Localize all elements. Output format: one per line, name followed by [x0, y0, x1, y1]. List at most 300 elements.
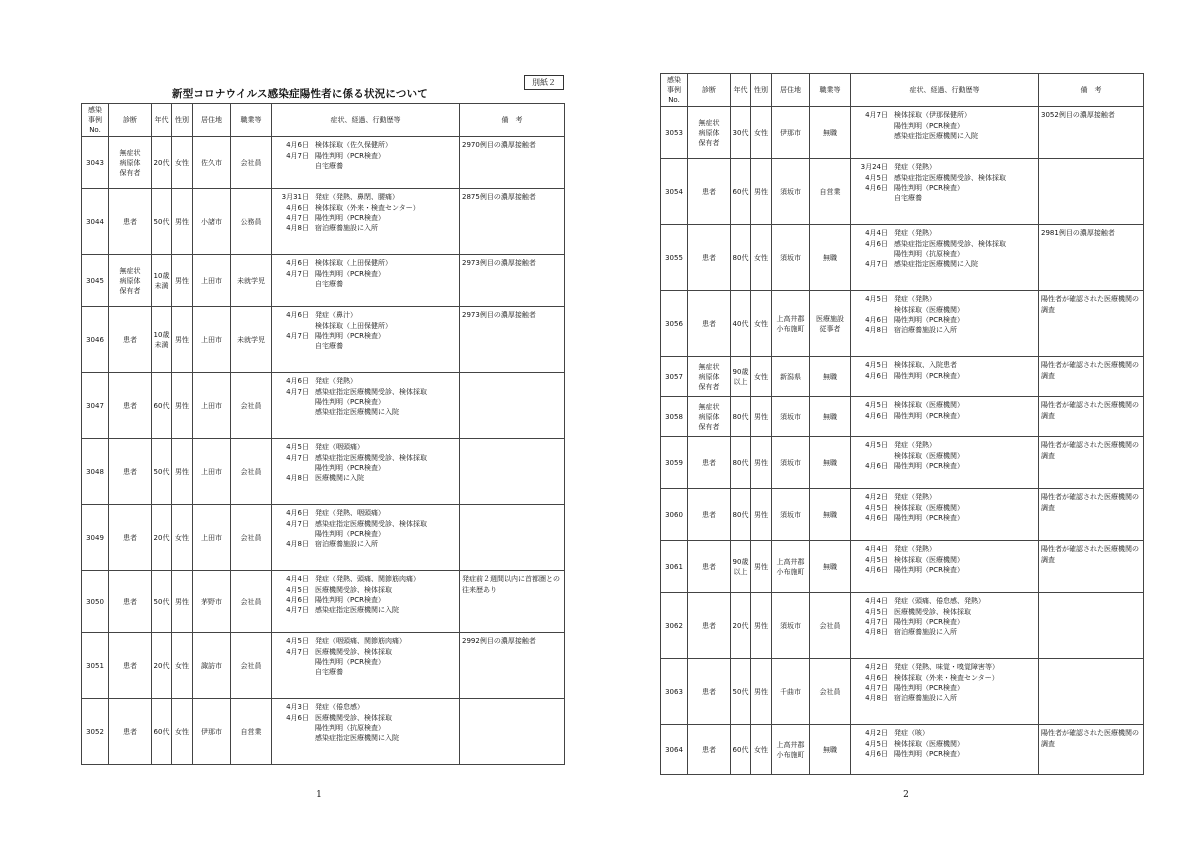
- course-date: 4月6日: [865, 371, 888, 380]
- course-text: 発症（鼻汁）: [315, 311, 357, 320]
- remarks-cell: 発症前２週間以内に首都圏との往来歴あり: [460, 571, 565, 633]
- remarks-header: 備 考: [460, 104, 565, 137]
- course-date: 4月8日: [286, 223, 309, 232]
- course-text: 発症（発熱）: [894, 493, 936, 502]
- course-line: [856, 440, 1036, 450]
- remarks-cell: [460, 505, 565, 571]
- course-text: 感染症指定医療機関に入院: [894, 131, 978, 140]
- age-cell: 10歳 未満: [152, 307, 172, 373]
- age-cell: 80代: [731, 397, 751, 437]
- course-text: 検体採取（上田保健所）: [315, 259, 392, 268]
- course-line: [277, 702, 457, 712]
- residence-cell: 上田市: [193, 373, 231, 439]
- diagnosis-cell: 無症状 病原体 保有者: [109, 137, 152, 189]
- course-date: 4月2日: [865, 729, 888, 738]
- sex-cell: 男性: [172, 439, 193, 505]
- diagnosis-cell: 患者: [109, 307, 152, 373]
- residence-cell: 上高井郡 小布施町: [772, 541, 810, 593]
- course-line: [856, 673, 1036, 683]
- course-line: [277, 223, 457, 233]
- course-line: [856, 228, 1036, 238]
- course-line: [277, 397, 457, 407]
- course-line: [277, 473, 457, 483]
- diagnosis-header: 診断: [688, 74, 731, 107]
- age-cell: 60代: [152, 373, 172, 439]
- course-date: 4月6日: [286, 509, 309, 518]
- residence-header: 居住地: [193, 104, 231, 137]
- table-row: [82, 699, 565, 765]
- remarks-cell: 陽性者が確認された医療機関の調査: [1039, 437, 1144, 489]
- course-line: [856, 607, 1036, 617]
- course-date: 4月4日: [865, 545, 888, 554]
- course-text: 陽性判明（PCR検査）: [315, 397, 385, 406]
- course-text: 検体採取（外来・検査センター）: [894, 673, 999, 682]
- sex-cell: 男性: [751, 593, 772, 659]
- remarks-cell: [460, 699, 565, 765]
- sex-cell: 女性: [172, 137, 193, 189]
- case-no-cell: 3061: [661, 541, 688, 593]
- case-no-cell: 3053: [661, 107, 688, 159]
- sex-cell: 男性: [751, 541, 772, 593]
- case-no-cell: 3046: [82, 307, 109, 373]
- sex-cell: 女性: [751, 725, 772, 775]
- course-line: [277, 140, 457, 150]
- residence-cell: 須坂市: [772, 159, 810, 225]
- occupation-header: 職業等: [231, 104, 272, 137]
- occupation-cell: 無職: [810, 437, 851, 489]
- diagnosis-cell: 患者: [688, 159, 731, 225]
- course-text: 陽性判明（抗原検査）: [315, 723, 385, 732]
- course-line: [277, 733, 457, 743]
- residence-cell: 茅野市: [193, 571, 231, 633]
- course-line: [277, 453, 457, 463]
- course-text: 発症（発熱、味覚・嗅覚障害等）: [894, 663, 999, 672]
- course-cell: [272, 633, 460, 699]
- course-line: [856, 596, 1036, 606]
- course-line: [856, 305, 1036, 315]
- case-no-cell: 3056: [661, 291, 688, 357]
- course-cell: [851, 291, 1039, 357]
- course-line: [277, 192, 457, 202]
- course-date: 4月7日: [286, 453, 309, 462]
- occupation-cell: 会社員: [231, 137, 272, 189]
- course-text: 陽性判明（PCR検査）: [315, 463, 385, 472]
- age-cell: 30代: [731, 107, 751, 159]
- course-line: [856, 617, 1036, 627]
- course-line: [856, 371, 1036, 381]
- diagnosis-cell: 無症状 病原体 保有者: [688, 107, 731, 159]
- course-line: [277, 529, 457, 539]
- table-row: [661, 489, 1144, 541]
- course-line: [856, 544, 1036, 554]
- course-line: [277, 442, 457, 452]
- table-row: [82, 255, 565, 307]
- course-cell: [272, 255, 460, 307]
- course-line: [856, 110, 1036, 120]
- sex-cell: 男性: [751, 397, 772, 437]
- sex-cell: 女性: [751, 357, 772, 397]
- case-no-cell: 3058: [661, 397, 688, 437]
- table-row: [82, 439, 565, 505]
- course-text: 感染症指定医療機関に入院: [894, 259, 978, 268]
- course-line: [277, 595, 457, 605]
- sex-cell: 女性: [172, 699, 193, 765]
- course-text: 医療機関受診、検体採取: [894, 607, 971, 616]
- occupation-header: 職業等: [810, 74, 851, 107]
- table-row: [82, 137, 565, 189]
- age-cell: 40代: [731, 291, 751, 357]
- course-line: [856, 461, 1036, 471]
- course-text: 宿泊療養施設に入所: [315, 539, 378, 548]
- case-no-cell: 3057: [661, 357, 688, 397]
- course-line: [277, 151, 457, 161]
- course-line: [856, 121, 1036, 131]
- course-date: 4月6日: [865, 565, 888, 574]
- occupation-cell: 会社員: [231, 571, 272, 633]
- remarks-cell: 2973例目の濃厚接触者: [460, 255, 565, 307]
- course-date: 4月5日: [865, 555, 888, 564]
- course-date: 4月2日: [865, 663, 888, 672]
- course-date: 4月5日: [865, 361, 888, 370]
- course-text: 陽性判明（抗原検査）: [894, 249, 964, 258]
- residence-cell: 上高井郡 小布施町: [772, 725, 810, 775]
- course-line: [277, 321, 457, 331]
- course-date: 4月5日: [865, 503, 888, 512]
- diagnosis-cell: 患者: [109, 189, 152, 255]
- course-text: 検体採取（伊那保健所）: [894, 111, 971, 120]
- case-no-cell: 3052: [82, 699, 109, 765]
- occupation-cell: 未就学児: [231, 255, 272, 307]
- age-cell: 50代: [152, 189, 172, 255]
- sex-cell: 男性: [751, 659, 772, 725]
- course-line: [856, 565, 1036, 575]
- diagnosis-cell: 無症状 病原体 保有者: [109, 255, 152, 307]
- course-text: 感染症指定医療機関受診、検体採取: [894, 239, 1006, 248]
- case-no-cell: 3048: [82, 439, 109, 505]
- course-line: [856, 173, 1036, 183]
- remarks-cell: [1039, 159, 1144, 225]
- course-text: 陽性判明（PCR検査）: [315, 595, 385, 604]
- occupation-cell: 無職: [810, 541, 851, 593]
- case-no-cell: 3047: [82, 373, 109, 439]
- table-row: [661, 159, 1144, 225]
- page-number: 2: [903, 790, 909, 800]
- course-date: 4月8日: [865, 325, 888, 334]
- age-cell: 90歳 以上: [731, 357, 751, 397]
- course-date: 4月6日: [865, 183, 888, 192]
- course-date: 4月5日: [865, 295, 888, 304]
- course-date: 4月7日: [286, 605, 309, 614]
- course-line: [856, 294, 1036, 304]
- occupation-cell: 医療施設 従事者: [810, 291, 851, 357]
- course-cell: [851, 541, 1039, 593]
- course-text: 医療機関に入院: [315, 473, 364, 482]
- age-cell: 80代: [731, 225, 751, 291]
- course-text: 陽性判明（PCR検査）: [315, 151, 385, 160]
- cases-table-page-1: [81, 103, 565, 765]
- course-line: [856, 315, 1036, 325]
- sex-cell: 男性: [751, 489, 772, 541]
- course-line: [856, 513, 1036, 523]
- course-date: 4月7日: [286, 519, 309, 528]
- remarks-cell: 2973例目の濃厚接触者: [460, 307, 565, 373]
- course-cell: [851, 593, 1039, 659]
- course-date: 4月6日: [865, 411, 888, 420]
- course-line: [856, 739, 1036, 749]
- sex-cell: 女性: [751, 291, 772, 357]
- course-cell: [851, 437, 1039, 489]
- course-date: 4月6日: [286, 595, 309, 604]
- course-text: 陽性判明（PCR検査）: [315, 657, 385, 666]
- course-date: 4月2日: [865, 493, 888, 502]
- age-cell: 80代: [731, 437, 751, 489]
- cases-table-page-2: [660, 73, 1144, 775]
- course-line: [856, 400, 1036, 410]
- course-line: [277, 713, 457, 723]
- course-line: [277, 574, 457, 584]
- case-no-cell: 3064: [661, 725, 688, 775]
- course-cell: [272, 137, 460, 189]
- sex-cell: 男性: [172, 571, 193, 633]
- residence-cell: 佐久市: [193, 137, 231, 189]
- case-no-cell: 3050: [82, 571, 109, 633]
- remarks-cell: 陽性者が確認された医療機関の調査: [1039, 291, 1144, 357]
- diagnosis-cell: 患者: [688, 541, 731, 593]
- table-row: [661, 437, 1144, 489]
- remarks-cell: 2875例目の濃厚接触者: [460, 189, 565, 255]
- remarks-cell: [1039, 659, 1144, 725]
- occupation-cell: 無職: [810, 725, 851, 775]
- age-cell: 50代: [152, 439, 172, 505]
- age-cell: 20代: [731, 593, 751, 659]
- table-row: [82, 307, 565, 373]
- course-text: 発症（発熱）: [894, 441, 936, 450]
- sex-cell: 男性: [751, 437, 772, 489]
- sex-cell: 男性: [172, 307, 193, 373]
- course-text: 検体採取（上田保健所）: [315, 321, 392, 330]
- course-text: 自宅療養: [315, 161, 343, 170]
- course-date: 4月7日: [865, 259, 888, 268]
- sex-header: 性別: [172, 104, 193, 137]
- occupation-cell: 会社員: [231, 505, 272, 571]
- sex-cell: 女性: [751, 107, 772, 159]
- age-cell: 60代: [152, 699, 172, 765]
- diagnosis-cell: 患者: [688, 659, 731, 725]
- diagnosis-cell: 患者: [688, 291, 731, 357]
- remarks-cell: 3052例目の濃厚接触者: [1039, 107, 1144, 159]
- course-text: 陽性判明（PCR検査）: [894, 461, 964, 470]
- course-line: [277, 387, 457, 397]
- sex-cell: 女性: [172, 505, 193, 571]
- table-header-row: [661, 74, 1144, 107]
- course-date: 4月8日: [286, 473, 309, 482]
- residence-cell: 新潟県: [772, 357, 810, 397]
- occupation-cell: 無職: [810, 225, 851, 291]
- course-line: [277, 508, 457, 518]
- course-date: 4月5日: [286, 637, 309, 646]
- table-row: [661, 357, 1144, 397]
- diagnosis-cell: 患者: [109, 373, 152, 439]
- course-cell: [851, 659, 1039, 725]
- table-row: [661, 225, 1144, 291]
- sex-header: 性別: [751, 74, 772, 107]
- course-line: [856, 662, 1036, 672]
- case-no-header: 感染 事例 No.: [661, 74, 688, 107]
- course-cell: [272, 505, 460, 571]
- course-line: [856, 360, 1036, 370]
- course-text: 感染症指定医療機関受診、検体採取: [315, 387, 427, 396]
- residence-cell: 上田市: [193, 307, 231, 373]
- residence-cell: 小諸市: [193, 189, 231, 255]
- case-no-cell: 3060: [661, 489, 688, 541]
- residence-cell: 諏訪市: [193, 633, 231, 699]
- occupation-cell: 公務員: [231, 189, 272, 255]
- sex-cell: 女性: [172, 633, 193, 699]
- course-date: 4月6日: [286, 713, 309, 722]
- diagnosis-cell: 無症状 病原体 保有者: [688, 357, 731, 397]
- course-text: 宿泊療養施設に入所: [894, 325, 957, 334]
- course-date: 4月5日: [865, 607, 888, 616]
- course-header: 症状、経過、行動歴等: [272, 104, 460, 137]
- course-text: 発症（倦怠感）: [315, 703, 364, 712]
- course-text: 陽性判明（PCR検査）: [894, 183, 964, 192]
- course-line: [277, 376, 457, 386]
- course-text: 発症（発熱）: [894, 163, 936, 172]
- course-line: [856, 325, 1036, 335]
- course-line: [856, 492, 1036, 502]
- course-cell: [851, 107, 1039, 159]
- course-line: [856, 239, 1036, 249]
- course-date: 4月4日: [865, 597, 888, 606]
- table-row: [82, 571, 565, 633]
- course-text: 検体採取（医療機関）: [894, 503, 964, 512]
- course-date: 4月8日: [286, 539, 309, 548]
- course-line: [277, 269, 457, 279]
- diagnosis-cell: 患者: [688, 489, 731, 541]
- course-line: [856, 555, 1036, 565]
- course-line: [277, 667, 457, 677]
- case-no-cell: 3062: [661, 593, 688, 659]
- age-cell: 50代: [152, 571, 172, 633]
- age-cell: 50代: [731, 659, 751, 725]
- course-text: 発症（発熱）: [894, 229, 936, 238]
- case-no-cell: 3063: [661, 659, 688, 725]
- course-date: 4月7日: [286, 213, 309, 222]
- course-line: [856, 411, 1036, 421]
- residence-cell: 伊那市: [193, 699, 231, 765]
- course-date: 3月24日: [860, 163, 888, 172]
- course-date: 4月8日: [865, 693, 888, 702]
- occupation-cell: 無職: [810, 397, 851, 437]
- course-date: 4月7日: [286, 151, 309, 160]
- residence-cell: 須坂市: [772, 593, 810, 659]
- occupation-cell: 無職: [810, 357, 851, 397]
- course-date: 4月6日: [286, 259, 309, 268]
- course-date: 4月7日: [865, 683, 888, 692]
- course-line: [856, 162, 1036, 172]
- remarks-cell: 陽性者が確認された医療機関の調査: [1039, 541, 1144, 593]
- occupation-cell: 会社員: [231, 373, 272, 439]
- course-text: 感染症指定医療機関に入院: [315, 605, 399, 614]
- course-line: [277, 723, 457, 733]
- course-text: 陽性判明（PCR検査）: [894, 513, 964, 522]
- course-date: 4月5日: [286, 585, 309, 594]
- remarks-cell: 陽性者が確認された医療機関の調査: [1039, 489, 1144, 541]
- occupation-cell: 無職: [810, 107, 851, 159]
- page-2: [600, 0, 1200, 848]
- course-text: 自宅療養: [315, 279, 343, 288]
- course-date: 4月7日: [286, 269, 309, 278]
- age-cell: 20代: [152, 137, 172, 189]
- document-title: 新型コロナウイルス感染症陽性者に係る状況について: [172, 88, 428, 100]
- course-text: 医療機関受診、検体採取: [315, 585, 392, 594]
- course-date: 4月6日: [865, 239, 888, 248]
- residence-cell: 須坂市: [772, 437, 810, 489]
- course-line: [277, 539, 457, 549]
- course-date: 4月6日: [286, 203, 309, 212]
- diagnosis-cell: 患者: [109, 505, 152, 571]
- case-no-header: 感染 事例 No.: [82, 104, 109, 137]
- course-text: 宿泊療養施設に入所: [894, 627, 957, 636]
- course-text: 検体採取（医療機関）: [894, 739, 964, 748]
- course-date: 4月7日: [865, 111, 888, 120]
- sex-cell: 女性: [751, 225, 772, 291]
- sex-cell: 男性: [751, 159, 772, 225]
- course-text: 検体採取（外来・検査センター）: [315, 203, 420, 212]
- course-cell: [851, 159, 1039, 225]
- course-text: 自宅療養: [315, 667, 343, 676]
- course-text: 検体採取、入院患者: [894, 361, 957, 370]
- course-date: 4月7日: [865, 617, 888, 626]
- course-line: [277, 331, 457, 341]
- course-text: 感染症指定医療機関受診、検体採取: [894, 173, 1006, 182]
- course-date: 3月31日: [281, 193, 309, 202]
- course-date: 4月6日: [286, 141, 309, 150]
- course-line: [856, 249, 1036, 259]
- table-row: [82, 505, 565, 571]
- course-line: [856, 131, 1036, 141]
- course-date: 4月6日: [865, 461, 888, 470]
- occupation-cell: 会社員: [231, 633, 272, 699]
- course-text: 感染症指定医療機関に入院: [315, 733, 399, 742]
- course-date: 4月5日: [865, 173, 888, 182]
- occupation-cell: 未就学児: [231, 307, 272, 373]
- course-text: 医療機関受診、検体採取: [315, 713, 392, 722]
- course-text: 発症（咳）: [894, 729, 929, 738]
- case-no-cell: 3055: [661, 225, 688, 291]
- course-date: 4月6日: [865, 749, 888, 758]
- course-cell: [272, 189, 460, 255]
- course-line: [856, 627, 1036, 637]
- course-text: 陽性判明（PCR検査）: [894, 121, 964, 130]
- course-date: 4月5日: [865, 441, 888, 450]
- course-cell: [851, 725, 1039, 775]
- remarks-cell: 2970例目の濃厚接触者: [460, 137, 565, 189]
- course-line: [277, 310, 457, 320]
- residence-cell: 須坂市: [772, 225, 810, 291]
- table-row: [82, 373, 565, 439]
- course-date: 4月4日: [286, 575, 309, 584]
- course-cell: [272, 439, 460, 505]
- course-date: 4月8日: [865, 627, 888, 636]
- age-cell: 10歳 未満: [152, 255, 172, 307]
- course-line: [856, 728, 1036, 738]
- sex-cell: 男性: [172, 373, 193, 439]
- course-date: 4月7日: [286, 647, 309, 656]
- course-line: [277, 213, 457, 223]
- course-line: [856, 693, 1036, 703]
- course-text: 陽性判明（PCR検査）: [315, 213, 385, 222]
